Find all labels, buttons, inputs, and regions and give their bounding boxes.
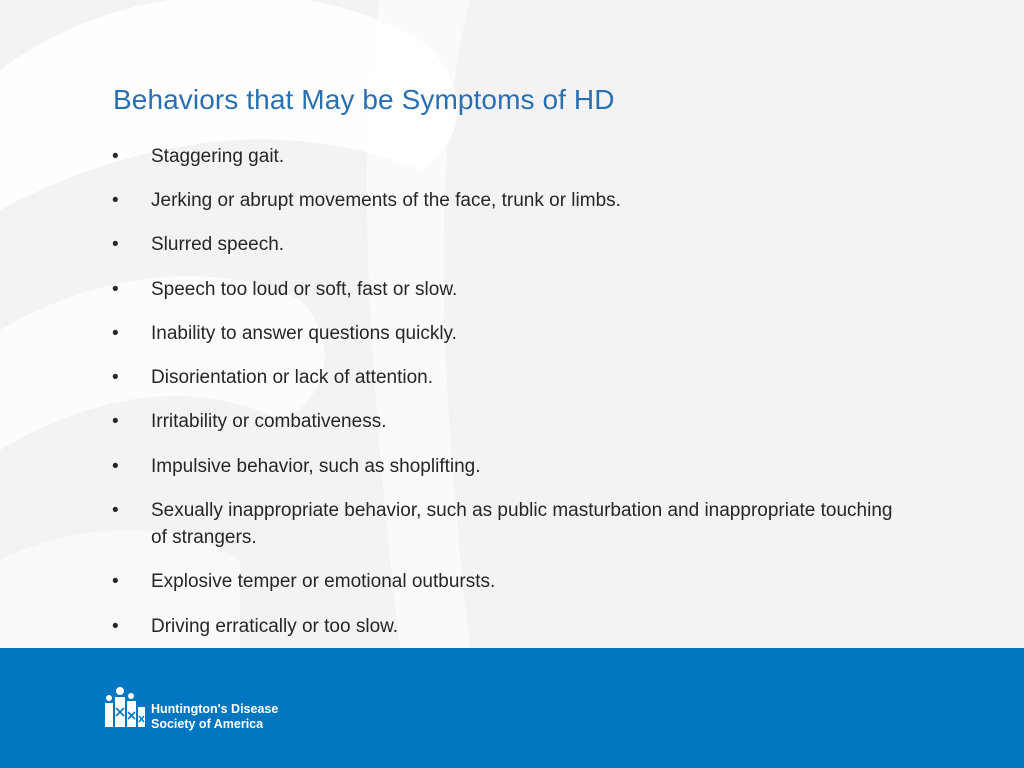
- list-item-text: Slurred speech.: [151, 234, 285, 255]
- org-logo: [103, 686, 303, 734]
- bullet-dot: •: [112, 616, 119, 637]
- list-item: [112, 276, 912, 303]
- bullet-dot: •: [112, 571, 119, 592]
- bullet-dot: •: [112, 456, 119, 477]
- bullet-dot: •: [112, 411, 119, 432]
- org-name-line-2: Society of America: [151, 717, 264, 731]
- list-item-text: Inability to answer questions quickly.: [151, 323, 457, 344]
- list-item: [112, 231, 912, 258]
- list-item-text: Staggering gait.: [151, 146, 285, 167]
- list-item-text: Speech too loud or soft, fast or slow.: [151, 279, 458, 300]
- list-item-text: Impulsive behavior, such as shoplifting.: [151, 456, 481, 477]
- footer-band: [0, 648, 1024, 768]
- slide-title: Behaviors that May be Symptoms of HD: [113, 84, 615, 115]
- org-name-line-1: Huntington's Disease: [151, 702, 279, 716]
- list-item-text: Explosive temper or emotional outbursts.: [151, 571, 496, 592]
- list-item: [112, 364, 912, 391]
- list-item-text: Sexually inappropriate behavior, such as public masturbation and inappropriate touching of strangers.: [151, 500, 893, 548]
- bullet-dot: •: [112, 323, 119, 344]
- bullet-dot: •: [112, 279, 119, 300]
- list-item: [112, 613, 912, 640]
- list-item: [112, 568, 912, 595]
- bullet-dot: •: [112, 234, 119, 255]
- list-item: [112, 143, 912, 170]
- org-name: [151, 702, 278, 732]
- bullet-dot: •: [112, 190, 119, 211]
- list-item: [112, 408, 912, 435]
- bullet-dot: •: [112, 500, 119, 521]
- list-item: [112, 320, 912, 347]
- list-item-text: Jerking or abrupt movements of the face, trunk or limbs.: [151, 190, 621, 211]
- list-item-text: Disorientation or lack of attention.: [151, 367, 433, 388]
- hdsa-logo-icon: [103, 686, 147, 730]
- list-item-text: Irritability or combativeness.: [151, 411, 387, 432]
- list-item-text: Driving erratically or too slow.: [151, 616, 399, 637]
- list-item: [112, 187, 912, 214]
- list-item: [112, 497, 912, 551]
- bullet-dot: •: [112, 146, 119, 167]
- list-item: [112, 453, 912, 480]
- bullet-dot: •: [112, 367, 119, 388]
